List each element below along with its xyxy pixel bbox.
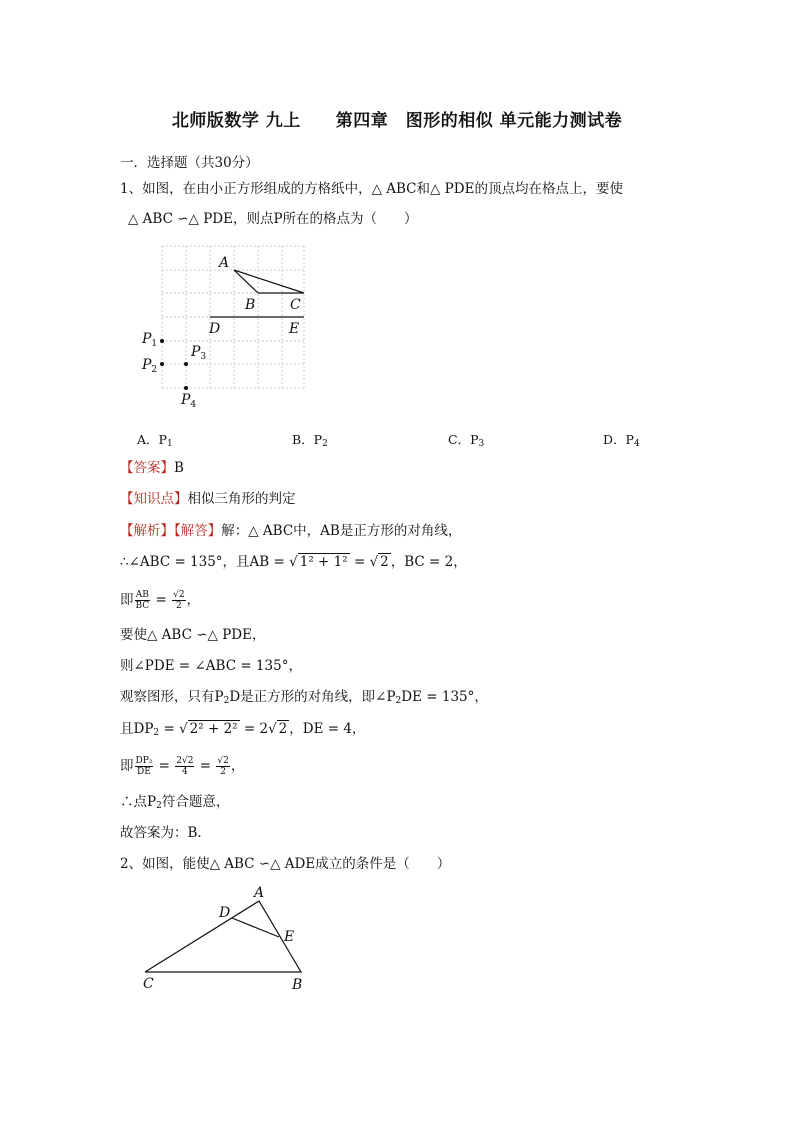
question-1-line-2: △ ABC ∽△ PDE，则点P所在的格点为（ ） xyxy=(128,211,418,227)
solution-step-5: 观察图形，只有$P_2D$是正方形的对角线，即$\angle P_2DE = 135^\circ$， xyxy=(120,689,488,706)
label-p2: $P_2$ xyxy=(142,357,158,375)
option-a[interactable]: A．$P_1$ xyxy=(137,432,173,449)
label-d: D xyxy=(209,321,221,337)
option-b[interactable]: B．$P_2$ xyxy=(292,432,328,449)
solution-step-8: ∴点$P_2$符合题意， xyxy=(120,794,230,811)
triangle-figure xyxy=(130,878,315,998)
solution-step-2: 即 $\frac{AB}{BC}$ = $\frac{√2}{2}$ ， xyxy=(120,590,201,611)
grid-figure xyxy=(135,240,315,415)
option-c[interactable]: C．$P_3$ xyxy=(448,432,485,449)
segment-de xyxy=(232,918,279,937)
analysis-line: 【解析】【解答】解：△ ABC中，AB是正方形的对角线， xyxy=(120,523,462,539)
label-a: A xyxy=(254,885,265,901)
sqrt-expression: √ 1² + 1² xyxy=(289,554,348,570)
option-d[interactable]: D．$P_4$ xyxy=(603,432,640,449)
label-c: C xyxy=(143,976,154,992)
label-e: E xyxy=(284,929,295,945)
label-p3: $P_3$ xyxy=(191,344,207,362)
section-heading: 一．选择题（共30分） xyxy=(120,155,259,171)
answer-tag: 【答案】 xyxy=(120,460,174,476)
solution-step-9: 故答案为：B. xyxy=(120,825,202,841)
fraction-dp2-de: $\frac{\text{DP₂}}{DE}$ xyxy=(135,756,153,777)
answer-line xyxy=(120,459,184,477)
label-b: B xyxy=(292,977,303,993)
question-2-line: 2、如图，能使△ ABC ∽△ ADE成立的条件是（ ） xyxy=(120,856,451,872)
label-a: A xyxy=(219,255,230,271)
triangle-abc xyxy=(234,270,304,293)
solution-step-1: ∴∠ABC = 135°，且AB = √ 1² + 1² = √ 2 ，BC = 2， xyxy=(120,554,467,570)
page-title: 北师版数学 九上 第四章 图形的相似 单元能力测试卷 xyxy=(171,111,623,131)
knowledge-tag: 【知识点】 xyxy=(120,491,188,507)
knowledge-point-line: 【知识点】相似三角形的判定 xyxy=(120,491,296,507)
analysis-tag: 【解析】【解答】 xyxy=(120,523,222,539)
question-1-line-1: 1、如图，在由小正方形组成的方格纸中，△ ABC和△ PDE的顶点均在格点上，要使 xyxy=(120,181,623,197)
solution-step-6: 且$DP_2$ = √ 2² + 2² = 2√ 2 ，DE = 4， xyxy=(120,721,366,738)
label-p1: $P_1$ xyxy=(142,331,158,349)
fraction-ab-bc: $\frac{AB}{BC}$ xyxy=(135,590,150,611)
label-b: B xyxy=(245,297,256,313)
fraction-root2-2: $\frac{√2}{2}$ xyxy=(173,590,185,611)
label-p4: $P_4$ xyxy=(181,392,197,410)
answer-value: B xyxy=(174,460,184,476)
solution-step-7: 即 $\frac{\text{DP₂}}{DE}$ = $\frac{2√2}{4}$ = $\frac{√2}{2}$ ， xyxy=(120,756,245,777)
solution-step-4: 则∠PDE = ∠ABC = 135°， xyxy=(120,658,302,674)
label-c: C xyxy=(290,297,301,313)
label-e: E xyxy=(289,321,300,337)
solution-step-3: 要使△ ABC ∽△ PDE， xyxy=(120,627,266,643)
label-d: D xyxy=(219,905,231,921)
